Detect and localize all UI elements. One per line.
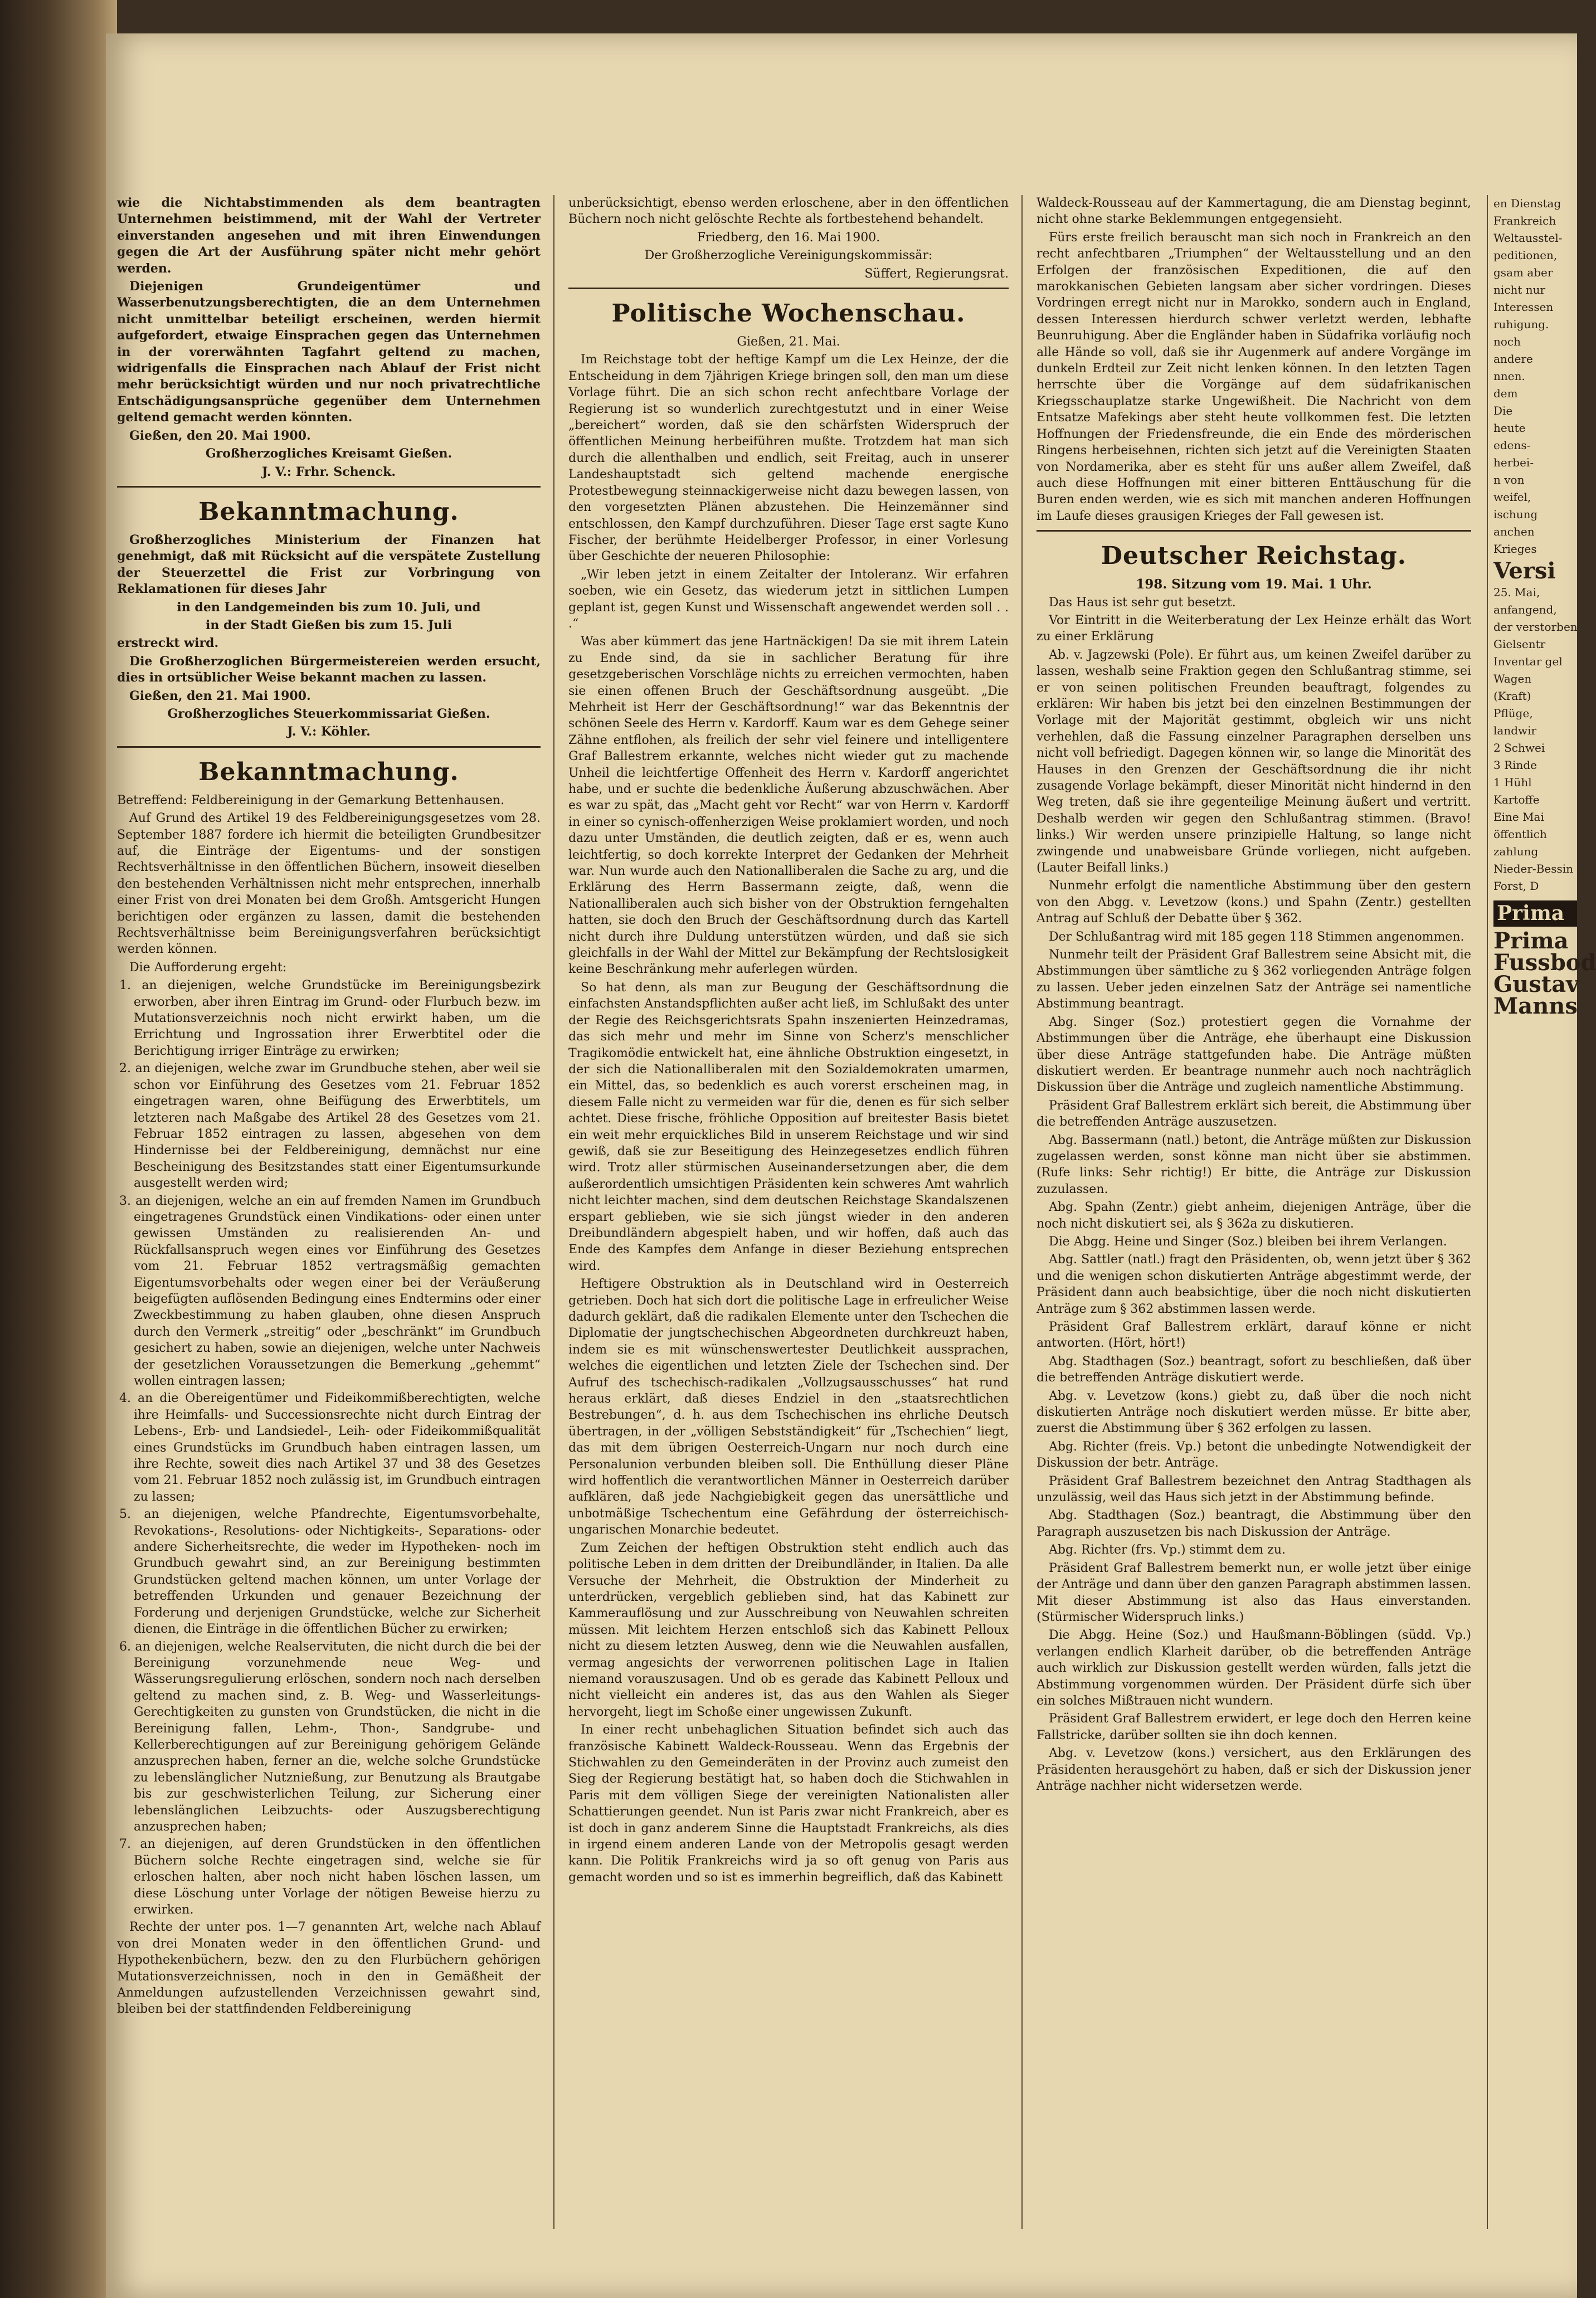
list-item: 7. an diejenigen, auf deren Grundstücken in den öffentlichen Büchern solche Rechte eingetragen sind, welche sie für erloschen halten, aber noch nicht haben löschen lassen, um diese Löschung unter Vorlage der nötigen Beweise hierzu zu erwirken. [119,1837,541,1917]
list-item: 3. an diejenigen, welche an ein auf fremden Namen im Grundbuch eingetragenes Grundstück einen Vindikations- oder einen unter gewissen Umständen zu realisierenden An- und Rückfallsanspruch wegen eines vor Einführung des Gesetzes vom 21. Februar 1852 vertragsmäßig gemachten Eigentumsvorbehalts oder wegen einer bei der Veräußerung beigefügten auflösenden Bedingung eines Endtermins oder einer Zweckbestimmung zu haben glauben, ohne diesen Anspruch durch den Vermerk „streitig“ oder „beschränkt“ im Grundbuch gesichert zu haben, sowie an diejenigen, welche unter Nachweis der gesetzlichen Voraussetzungen die Bemerkung „gehemmt“ wollen eintragen lassen; [119,1194,541,1388]
divider [568,288,1009,289]
edge-line: ischung [1493,508,1538,521]
article-paragraph: Heftigere Obstruktion als in Deutschland wird in Oesterreich getrieben. Doch hat sich dort die politische Lage in erfreulicher Weise dadurch geklärt, daß die radikalen Elemente unter den Tschechen die Diplomatie der jungtschechischen Abgeordneten durchkreuzt haben, indem sie es mit wünschenswertester Deutlichkeit aussprachen, welches die eigentlichen und letzten Ziele der Tschechen sind. Der Aufruf des tschechisch-radikalen „Vollzugsausschusses“ hat rund heraus erklärt, daß dieses Endziel in den „staatsrechtlichen Bestrebungen“, d. h. aus dem Tschechischen ins ehrliche Deutsch übertragen, in der „völligen Sebstständigkeit“ für „Tschechien“ liegt, das mit dem übrigen Oesterreich-Ungarn nur noch durch eine Personalunion verbunden bleiben soll. Die Enthüllung dieser Pläne wird hoffentlich die verantwortlichen Männer in Oesterreich darüber aufklären, daß jede Nachgiebigkeit gegen das unersättliche und unbotmäßige Tschechentum eine Gefährdung der österreichisch-ungarischen Monarchie bedeutet. [568,1277,1009,1537]
report-paragraph: Nunmehr teilt der Präsident Graf Ballestrem seine Absicht mit, die Abstimmungen über sämtliche zu § 362 vorliegenden Anträge folgen zu lassen. Ueber jeden einzelnen Satz der Anträge sei namentliche Abstimmung beantragt. [1037,948,1471,1011]
article-paragraph: Waldeck-Rousseau auf der Kammertagung, die am Dienstag beginnt, nicht ohne starke Beklemmungen entgegensieht. [1037,196,1471,227]
session-heading: 198. Sitzung vom 19. Mai. 1 Uhr. [1136,577,1372,592]
divider [117,746,541,748]
edge-ad-line: 25. Mai, [1493,586,1540,599]
notice-title: Bekanntmachung. [198,757,459,786]
edge-ad-line: der verstorben [1493,620,1578,634]
edge-line: n von [1493,473,1525,486]
notice-signature: J. V.: Frhr. Schenck. [262,464,396,479]
edge-ad-heading: Versi [1493,558,1556,584]
report-paragraph: Der Schlußantrag wird mit 185 gegen 118 Stimmen angenommen. [1049,929,1464,944]
newspaper-page [106,33,1596,2298]
notice-office: Der Großherzogliche Vereinigungskommissär: [644,249,933,263]
notice-line: in den Landgemeinden bis zum 10. Juli, und [177,600,481,615]
edge-ad-line: Eine Mai [1493,810,1544,824]
dateline: Gießen, 21. Mai. [737,335,840,349]
notice-date: Friedberg, den 16. Mai 1900. [697,230,880,245]
list-item: 2. an diejenigen, welche zwar im Grundbuche stehen, aber weil sie schon vor Einführung des Gesetzes vom 21. Februar 1852 eingetragen waren, ohne Beifügung des Erwerbtitels, um letzteren nach Maßgabe des Artikel 28 des Gesetzes vom 21. Februar 1852 eintragen zu lassen, abgesehen von dem Hindernisse bei der Feldbereinigung, demnächst nur eine Bescheinigung des Besitzstandes statt einer Eigentumsurkunde ausgestellt werden wird; [119,1062,541,1191]
edge-ad-line: Inventar gel [1493,655,1563,668]
notice-paragraph: Die Aufforderung ergeht: [129,960,287,975]
report-paragraph: Vor Eintritt in die Weiterberatung der Lex Heinze erhält das Wort zu einer Erklärung [1037,613,1471,644]
report-paragraph: Abg. Richter (freis. Vp.) betont die unbedingte Notwendigkeit der Diskussion der betr. Anträge. [1037,1439,1471,1471]
notice-subject: Betreffend: Feldbereinigung in der Gemarkung Bettenhausen. [117,793,505,807]
notice-signature: J. V.: Köhler. [287,724,371,739]
report-paragraph: Präsident Graf Ballestrem erwidert, er lege doch den Herren keine Fallstricke, darüber sollten sie ihn doch kennen. [1037,1712,1471,1742]
report-paragraph: Abg. Singer (Soz.) protestiert gegen die Vornahme der Abstimmungen über die Anträge, ehe überhaupt eine Diskussion über diese Anträge stattgefunden habe. Die Anträge müßten diskutiert werden. Er beantrage nunmehr auch noch nachträglich Diskussion über die Anträge und zugleich namentliche Abstimmung. [1037,1015,1471,1095]
report-paragraph: Ab. v. Jagzewski (Pole). Er führt aus, um keinen Zweifel darüber zu lassen, weshalb seine Fraktion gegen den Schlußantrag stimme, sei er von seinen politischen Freunden beauftragt, folgendes zu erklären: Wir haben bis jetzt bei den einzelnen Bestimmungen der Vorlage mit der Majorität gestimmt, obgleich wir uns nicht verhehlen, daß die Fassung einzelner Paragraphen derselben uns nicht voll befriedigt. Dagegen können wir, so lange die Minorität des Hauses in den Grenzen der Geschäftsordnung die ihr nicht zusagende Vorlage bekämpft, dieser Minorität nicht hindernd in den Weg treten, daß sie ihre gegenteilige Meinung äußert und vertritt. Deshalb werden wir gegen den Schlußantrag stimmen. (Bravo! links.) Wir werden unsere prinzipielle Haltung, so lange nicht zwingende und unabweisbare Gründe vorliegen, nicht aufgeben. (Lauter Beifall links.) [1037,647,1471,875]
notice-date: Gießen, den 21. Mai 1900. [129,688,311,703]
article-paragraph: Im Reichstage tobt der heftige Kampf um die Lex Heinze, der die Entscheidung in dem 7jährigen Kriege bringen soll, den man um diese Vorlage führt. Die an sich schon recht anfechtbare Vorlage der Regierung ist so wunderlich zurechtgestutzt und in einer Weise „bereichert“ worden, daß sie den schärfsten Widerspruch der öffentlichen Meinung herbeiführen mußte. Trotzdem hat man sich durch die allenthalben und endlich, seit Freitag, auch in unserer Landeshauptstadt sich geltend machende energische Protestbewegung steinnackigerweise nicht dazu bewegen lassen, von den vorgesetzten Plänen abzustehen. Die Heinzemänner sind entschlossen, den Kampf durchzuführen. Dieser Tage erst sagte Kuno Fischer, der berühmte Heidelberger Professor, in einer Vorlesung über Geschichte der neueren Philosophie: [568,353,1009,564]
edge-line: noch [1493,335,1521,348]
edge-line: dem [1493,387,1518,400]
edge-ad-line: Forst, D [1493,879,1539,893]
notice-signature: Süffert, Regierungsrat. [864,266,1009,281]
edge-ad-line: Wagen [1493,672,1532,685]
report-paragraph: Abg. Bassermann (natl.) betont, die Anträge müßten zur Diskussion zugelassen werden, sonst könne man nicht über sie abstimmen. (Rufe links: Sehr richtig!) Er bitte, die Anträge zur Diskussion zuzulassen. [1037,1133,1471,1196]
report-paragraph: Abg. Richter (frs. Vp.) stimmt dem zu. [1049,1543,1286,1557]
divider [117,486,541,488]
column-2 [568,195,1009,1887]
edge-ad-line: öffentlich [1493,827,1547,841]
edge-ad-line: 1 Hühl [1493,776,1532,789]
notice-paragraph: wie die Nichtabstimmenden als dem beantragten Unternehmen beistimmend, mit der Wahl der Vertreter einverstanden angesehen und mit ihren Einwendungen gegen die Art der Ausführung später nicht mehr gehört werden. [117,196,541,276]
edge-ad-line: Pflüge, [1493,707,1533,720]
edge-line: heute [1493,421,1526,435]
notice-paragraph: Auf Grund des Artikel 19 des Feldbereinigungsgesetzes vom 28. September 1887 fordere ich hiermit die beteiligten Grundbesitzer auf, die Einträge der Eigentums- und der sonstigen Rechtsverhältnisse in den öffentlichen Büchern, insoweit dieselben den bestehenden Verhältnissen nicht mehr entsprechen, innerhalb einer Frist von drei Monaten bei dem Großh. Amtsgericht Hungen berichtigen oder ergänzen zu lassen, damit die bestehenden Rechtsverhältnisse beim Bereinigungsverfahren berücksichtigt werden können. [117,811,541,957]
report-paragraph: Abg. v. Levetzow (kons.) giebt zu, daß über die noch nicht diskutierten Anträge noch diskutiert werden müsse. Er bitte aber, zuerst die Abstimmung über § 362 erfolgen zu lassen. [1037,1389,1471,1436]
edge-ad-heading: Gustav [1493,971,1579,997]
report-paragraph: Das Haus ist sehr gut besetzt. [1049,595,1236,610]
report-paragraph: Abg. Spahn (Zentr.) giebt anheim, diejenigen Anträge, über die noch nicht diskutiert sei, als § 362a zu diskutieren. [1037,1200,1471,1231]
list-item: 1. an diejenigen, welche Grundstücke im Bereinigungsbezirk erworben, aber ihren Eintrag im Grund- oder Flurbuch bezw. im Mutationsverzeichnis noch nicht erwirkt haben, um die Errichtung und Ingrossation ihrer Erwerbtitel oder die Berichtigung irriger Einträge zu erwirken; [119,978,541,1058]
article-paragraph: So hat denn, als man zur Beugung der Geschäftsordnung die einfachsten Anstandspflichten außer acht ließ, im Schlußakt des unter der Regie des Reichsgerichtsrats Spahn inszenierten Heinzedramas, das sich mehr und mehr im Sinne von Scherz's menschlicher Tragikomödie entwickelt hat, eine ähnliche Obstruktion eingesetzt, in der sich die Nationalliberalen mit den Sozialdemokraten umarmen, ein Mittel, das, so bedenklich es auch vorerst erscheinen mag, in diesem Falle nicht zu vermeiden war für die, denen es für sich selber achtet. Diese frische, fröhliche Opposition auf breitester Basis bietet ein weit mehr erquickliches Bild in unserem Reichstage und wir sind gewiß, daß sie zur Beseitigung des Heinzegesetzes endlich führen wird. Trotz aller stürmischen Auseinandersetzungen aber, die dem außerordentlich umsichtigen Präsidenten kein schweres Amt wahrlich nicht leichter machen, sind dem deutschen Reichstage Skandalszenen erspart geblieben, wie sie sich jüngst wieder in den anderen Dreibundländern abgespielt haben, und wir hoffen, daß auch das Ende des Kampfes dem Anfange in dieser Beziehung entsprechen wird. [568,980,1009,1273]
divider [1037,530,1471,532]
edge-ad-line: 2 Schwei [1493,741,1545,754]
notice-paragraph: Die Großherzoglichen Bürgermeistereien werden ersucht, dies in ortsüblicher Weise bekannt machen zu lassen. [117,654,541,685]
column-3 [1037,195,1471,1796]
report-paragraph: Die Abgg. Heine (Soz.) und Haußmann-Böblingen (südd. Vp.) verlangen endlich Klarheit darüber, ob die betreffenden Anträge auch wirklich zur Diskussion gestellt werden würden, falls jetzt die Abstimmung vorgenommen würden. Der Präsident dürfe sich über ein solches Mißtrauen nicht wundern. [1037,1628,1471,1708]
edge-ad-line: zahlung [1493,845,1539,858]
notice-paragraph: Diejenigen Grundeigentümer und Wasserbenutzungsberechtigten, die an dem Unternehmen nicht unmittelbar beteiligt erscheinen, werden hiermit aufgefordert, etwaige Einsprachen gegen das Unternehmen in der vorerwähnten Tagfahrt geltend zu machen, widrigenfalls die Einsprachen nach Ablauf der Frist nicht mehr berücksichtigt würden und nur noch privatrechtliche Entschädigungsansprüche gegenüber dem Unternehmen geltend gemacht werden könnten. [117,279,541,425]
report-paragraph: Abg. v. Levetzow (kons.) versichert, aus den Erklärungen des Präsidenten herausgehört zu haben, daß er sich der Diskussion jener Anträge nachher nicht widersetzen werde. [1037,1746,1471,1793]
edge-ad-heading: Prima [1493,928,1569,954]
article-paragraph: Zum Zeichen der heftigen Obstruktion steht endlich auch das politische Leben in dem dritten der Dreibundländer, in Italien. Da alle Versuche der Mehrheit, die Obstruktion der Minderheit zu unterdrücken, vergeblich geblieben sind, hat das Kabinett zur Kammerauflösung und zur Ausschreibung von Neuwahlen schreiten müssen. Mit leichtem Herzen entschloß sich das Kabinett Pelloux nicht zu diesem letzten Ausweg, denn wie die Neuwahlen ausfallen, vermag angesichts der verworrenen politischen Lage in Italien niemand vorauszusagen. Und ob es gerade das Kabinett Pelloux und nicht vielleicht ein anderes ist, das aus den Wahlen als Sieger hervorgeht, liegt im Schoße einer ungewissen Zukunft. [568,1541,1009,1719]
column-rule [1021,195,1023,2229]
notice-paragraph: unberücksichtigt, ebenso werden erloschene, aber in den öffentlichen Büchern noch nicht gelöschte Rechte als fortbestehend behandelt. [568,196,1009,227]
notice-paragraph: Großherzogliches Ministerium der Finanzen hat genehmigt, daß mit Rücksicht auf die verspätete Zustellung der Steuerzettel die Frist zur Vorbringung von Reklamationen für dieses Jahr [117,532,541,597]
report-paragraph: Präsident Graf Ballestrem erklärt sich bereit, die Abstimmung über die betreffenden Anträge auszusetzen. [1037,1098,1471,1129]
edge-line: Interessen [1493,300,1554,314]
report-paragraph: Präsident Graf Ballestrem bezeichnet den Antrag Stadthagen als unzulässig, weil das Haus sich jetzt in der Abstimmung befinde. [1037,1474,1471,1505]
edge-line: edens- [1493,439,1531,452]
edge-line: weifel, [1493,490,1531,504]
edge-ad-line: 3 Rinde [1493,758,1537,772]
article-paragraph: Fürs erste freilich berauscht man sich noch in Frankreich an den recht anfechtbaren „Triumphen“ der Weltausstellung und an den Erfolgen der französischen Expeditionen, die auf den marokkanischen Gebieten langsam aber sicher vordringen. Dieses Vordringen erregt nicht nur in Marokko, sondern auch in England, dessen Interessen hierdurch schwer verletzt werden, lebhafte Beunruhigung. Aber die Engländer haben in Südafrika vorläufig noch alle Hände so voll, daß sie ihr Augenmerk auf andere Vorgänge im dunkeln Erdteil zur Zeit nicht lenken können. In den letzten Tagen herrschte über die Vorgänge auf dem südafrikanischen Kriegsschauplatze starke Ungewißheit. Die Nachricht von dem Entsatze Mafekings aber steht heute vollkommen fest. Die letzten Hoffnungen der Friedensfreunde, die ein Ende des mörderischen Ringens herbeisehnen, richten sich jetzt auf die Vereinigten Staaten von Nordamerika, aber es steht für uns außer allem Zweifel, daß auch diese Hoffnungen mit einer bitteren Enttäuschung für die Buren enden werden, wie es sich mit manchen anderen Hoffnungen im Laufe dieses grausigen Krieges der Fall gewesen ist. [1037,230,1471,523]
edge-ad-line: landwir [1493,724,1537,737]
article-paragraph: In einer recht unbehaglichen Situation befindet sich auch das französische Kabinett Waldeck-Rousseau. Wenn das Ergebnis der Stichwahlen zu den Gemeinderäten in der Provinz auch zumeist den Sieg der Regierung bestätigt hat, so haben doch die Stichwahlen in Paris mit dem völligen Siege der vereinigten Nationalisten aller Schattierungen geendet. Nun ist Paris zwar nicht Frankreich, aber es ist doch in ganz anderem Sinne die Hauptstadt Frankreichs, als dies in irgend einem anderen Lande von der Metropolis gesagt werden kann. Die Politik Frankreichs wird ja so oft genug von Paris aus gemacht worden und so ist es immerhin begreiflich, daß das Kabinett [568,1723,1009,1885]
edge-line: Krieges [1493,542,1537,556]
edge-ad-line: Gielsentr [1493,637,1546,651]
list-item: 6. an diejenigen, welche Realservituten, die nicht durch die bei der Bereinigung vorzunehmende neue Weg- und Wässerungsregulierung erlöschen, sondern noch nach derselben geltend zu machen sind, z. B. Weg- und Wasserleitungs-Gerechtigkeiten zu gunsten von Grundstücken, die nicht in die Bereinigung fallen, Lehm-, Thon-, Sandgrube- und Kellerberechtigungen auf zur Bereinigung gehörigem Gelände anzusprechen haben, ferner an die, welche solche Grundstücke zu lebenslänglicher Nutznießung, zur Benutzung als Brautgabe bis zur geschwisterlichen Teilung, zur Sicherung einer lebenslänglichen Leibzuchts- oder Auszugsberechtigung anzusprechen haben; [119,1639,541,1834]
list-item: 4. an die Obereigentümer und Fideikommißberechtigten, welche ihre Heimfalls- und Successionsrechte nicht durch Eintrag der Lebens-, Erb- und Landsiedel-, Leih- oder Fideikommißqualität eines Grundstücks im Grundbuch haben eintragen lassen, um ihre Rechte, soweit dies nach Artikel 37 und 38 des Gesetzes vom 21. Februar 1852 noch zulässig ist, im Grundbuch eintragen zu lassen; [119,1391,541,1504]
edge-line: anchen [1493,525,1535,538]
article-paragraph: Was aber kümmert das jene Hartnäckigen! Da sie mit ihrem Latein zu Ende sind, da sie in sachlicher Beratung für ihre gesetzgeberischen Vorschläge nichts zu erreichen vermochten, haben sie einen offenen Bruch der Geschäftsordnung ausgeübt. „Die Mehrheit ist Herr der Geschäftsordnung!“ war das Bekenntnis der schönen Seele des Herrn v. Kardorff. Kaum war es dem Gehege seiner Zähne entflohen, als freilich der sehr viel feinere und intelligentere Graf Ballestrem erkannte, welches nicht wieder gut zu machende Unheil die leichtfertige Offenheit des Herrn v. Kardorff angerichtet habe, und er suchte die bedenkliche Äußerung abzuschwächen. Aber es war zu spät, das „Macht geht vor Recht“ war von Herrn v. Kardorff in einer so cynisch-offenherzigen Weise proklamiert worden, und noch dazu unter Umständen, die deutlich zeigten, daß er es, wenn auch leichtfertig, so doch korrekte Interpret der Gedanken der Mehrheit war. Nun wurde auch den Nationalliberalen die Sache zu arg, und die Erklärung des Herrn Bassermann zeigte, daß, wenn die Nationalliberalen auch sich bisher von der Obstruktion ferngehalten hatten, sie doch den Bruch der Geschäftsordnung durch das Kartell nicht durch ihre Duldung unterstützen würden, und daß sie sich gleichfalls in der Wahl der Mittel zur Bekämpfung der Rechtslosigkeit keine Beschränkung mehr auferlegen würden. [568,635,1009,977]
edge-line: gsam aber [1493,266,1553,279]
edge-line: Die [1493,404,1513,417]
notice-date: Gießen, den 20. Mai 1900. [129,428,311,443]
article-quote: „Wir leben jetzt in einem Zeitalter der Intoleranz. Wir erfahren soeben, wie ein Gesetz, das wiederum jetzt in sittlichen Lumpen geplant ist, gegen Kunst und Wissenschaft angewendet werden soll . . .“ [568,567,1009,631]
edge-ad-line: Kartoffe [1493,793,1540,806]
edge-ad-line: Nieder-Bessin [1493,862,1574,875]
book-binding [0,0,117,2298]
edge-line: peditionen, [1493,249,1558,262]
notice-office: Großherzogliches Steuerkommissariat Gießen. [167,706,490,721]
column-1 [117,195,541,2019]
edge-ad-banner: Prima [1493,900,1577,927]
notice-line: in der Stadt Gießen bis zum 15. Juli [206,617,452,632]
edge-line: andere [1493,352,1533,366]
list-item: 5. an diejenigen, welche Pfandrechte, Eigentumsvorbehalte, Revokations-, Resolutions- oder Nichtigkeits-, Separations- oder andere Sicherheitsrechte, die weder im Hypotheken- noch im Grundbuch gewahrt sind, an zur Bereinigung bestimmten Grundstücken geltend machen können, um unter Vorlage der betreffenden Urkunden und genauer Bezeichnung der Forderung und derjenigen Grundstücke, welche zur Sicherheit dienen, die Einträge in die öffentlichen Bücher zu erwirken; [119,1507,541,1637]
notice-line: erstreckt wird. [117,636,219,651]
edge-ad-line: (Kraft) [1493,689,1531,703]
edge-ad-line: anfangend, [1493,603,1557,616]
edge-line: en Dienstag [1493,197,1561,210]
column-rule [553,195,554,2229]
notice-office: Großherzogliches Kreisamt Gießen. [205,446,452,461]
notice-title: Bekanntmachung. [198,497,459,526]
report-paragraph: Abg. Stadthagen (Soz.) beantragt, sofort zu beschließen, daß über die betreffenden Anträge diskutiert werde. [1037,1354,1471,1385]
report-paragraph: Präsident Graf Ballestrem bemerkt nun, er wolle jetzt über einige der Anträge und dann über den ganzen Paragraph abstimmen lassen. Mit dieser Abstimmung ist also das Haus einverstanden. (Stürmischer Widerspruch links.) [1037,1561,1471,1624]
edge-line: nicht nur [1493,283,1546,296]
report-paragraph: Nunmehr erfolgt die namentliche Abstimmung über den gestern von den Abgg. v. Levetzow (kons.) und Spahn (Zentr.) gestellten Antrag auf Schluß der Debatte über § 362. [1037,879,1471,926]
edge-line: Frankreich [1493,214,1556,227]
report-paragraph: Abg. Sattler (natl.) fragt den Präsidenten, ob, wenn jetzt über § 362 und die wenigen schon diskutierten Anträge abgestimmt werde, der Präsident dann auch beabsichtige, über die noch nicht diskutierten Anträge zum § 362 abstimmen lassen werde. [1037,1253,1471,1316]
edge-ad-heading: Fussbod [1493,950,1596,976]
report-paragraph: Präsident Graf Ballestrem erklärt, darauf könne er nicht antworten. (Hört, hört!) [1037,1320,1471,1351]
section-title: Deutscher Reichstag. [1101,542,1407,571]
edge-line: Weltausstel- [1493,231,1563,245]
report-paragraph: Abg. Stadthagen (Soz.) beantragt, die Abstimmung über den Paragraph auszusetzen bis nach Diskussion der Anträge. [1037,1508,1471,1539]
section-title: Politische Wochenschau. [611,299,966,328]
notice-list [117,977,541,1918]
notice-paragraph: Rechte der unter pos. 1—7 genannten Art, welche nach Ablauf von drei Monaten weder in den öffentlichen Grund- und Hypothekenbüchern, bezw. den zu den Flurbüchern gehörigen Mutationsverzeichnissen, noch in den in Gemäßheit der Anmeldungen aufzustellenden Verzeichnissen gewahrt sind, bleiben bei der stattfindenden Feldbereinigung [117,1920,541,2017]
edge-line: ruhigung. [1493,318,1549,331]
truncated-edge-column [1493,195,1596,2229]
edge-line: herbei- [1493,456,1534,469]
column-rule [1487,195,1488,2229]
edge-line: nnen. [1493,369,1525,383]
report-paragraph: Die Abgg. Heine und Singer (Soz.) bleiben bei ihrem Verlangen. [1049,1234,1447,1249]
edge-ad-heading: Manns [1493,993,1578,1019]
